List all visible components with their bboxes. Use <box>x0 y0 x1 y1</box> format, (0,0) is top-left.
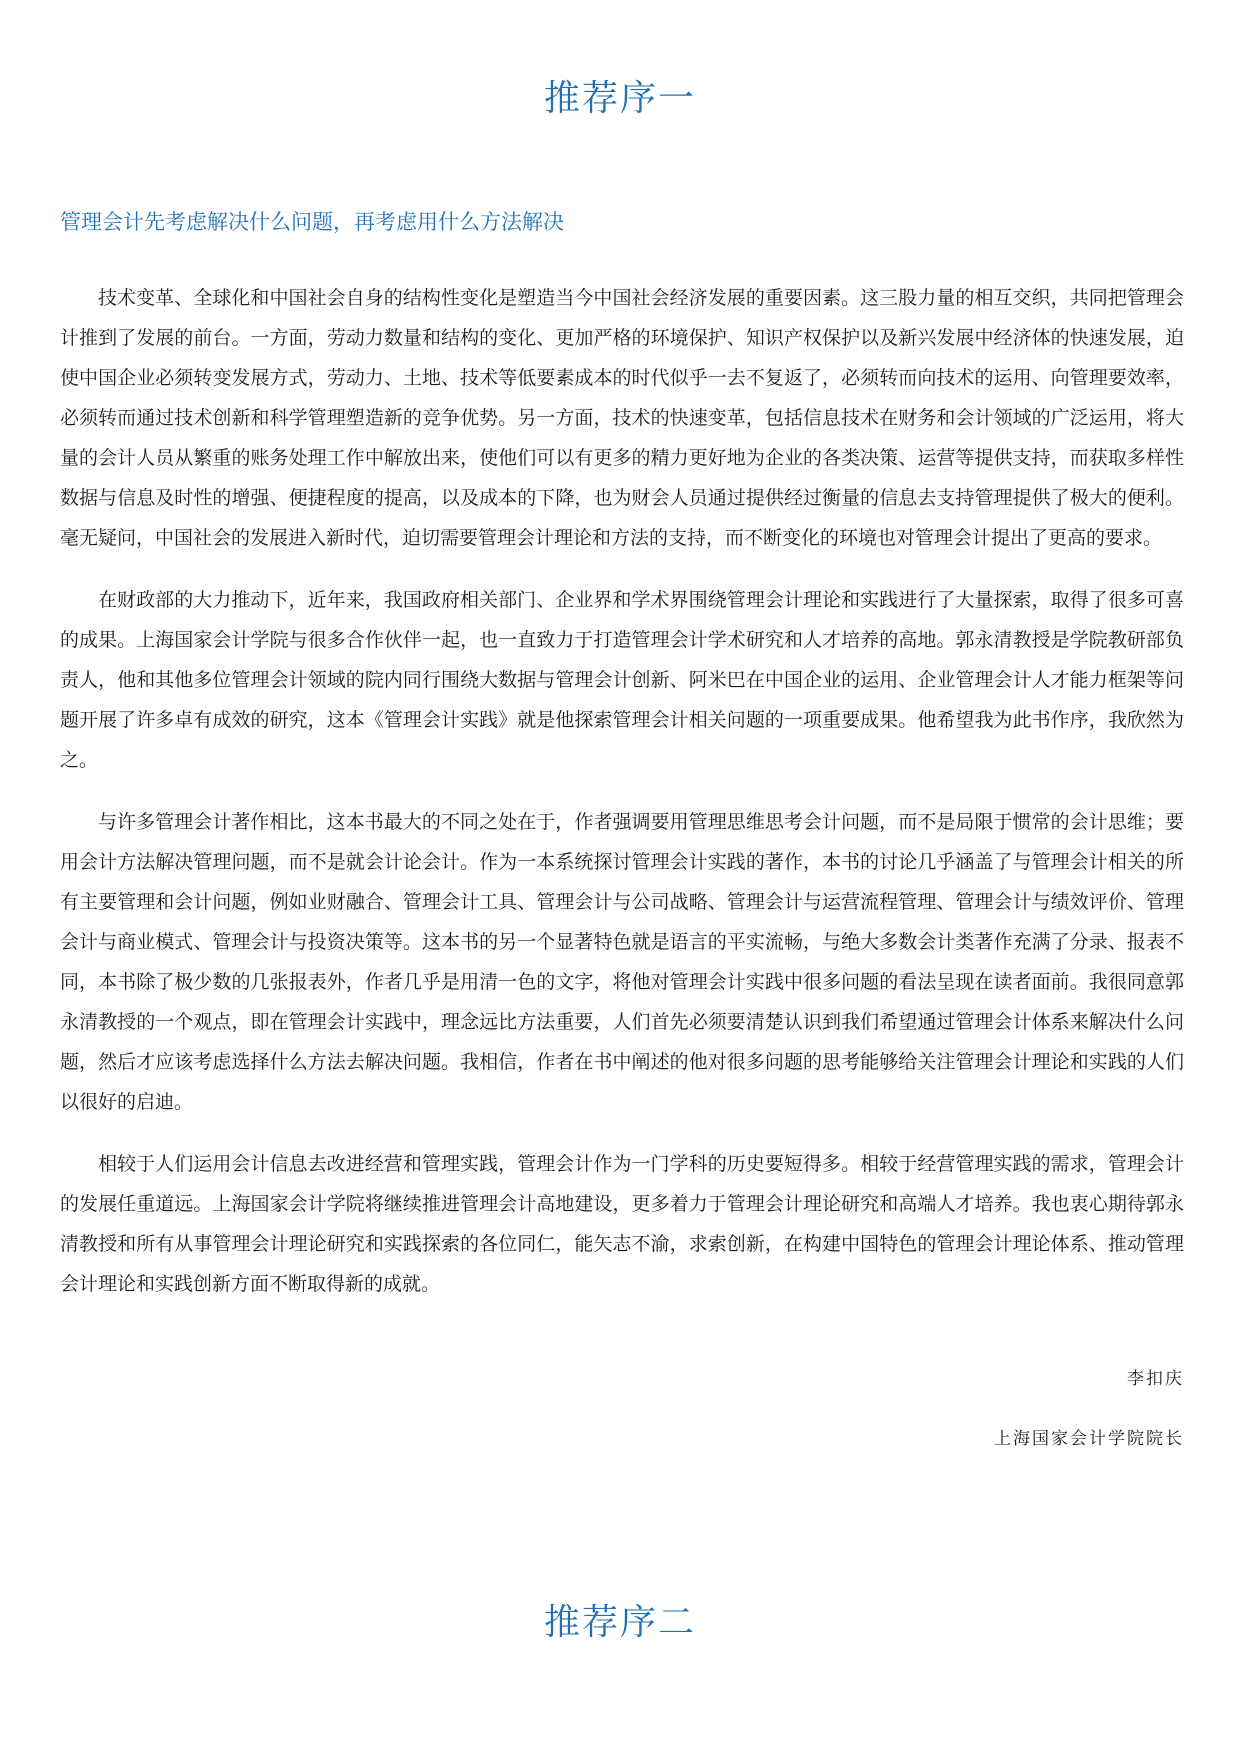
page-title: 推荐序一 <box>543 78 696 119</box>
next-section-title: 推荐序二 <box>543 1602 696 1643</box>
paragraph-3: 与许多管理会计著作相比，这本书最大的不同之处在于，作者强调要用管理思维思考会计问题，而不是局限于惯常的会计思维；要用会计方法解决管理问题，而不是就会计论会计。作为一本系统探讨管理会计实践的著作，本书的讨论几乎涵盖了与管理会计相关的所有主要管理和会计问题，例如业财融合、管理会计工具、管理会计与公司战略、管理会计与运营流程管理、管理会计与绩效评价、管理会计与商业模式、管理会计与投资决策等。这本书的另一个显著特色就是语言的平实流畅，与绝大多数会计类著作充满了分录、报表不同，本书除了极少数的几张报表外，作者几乎是用清一色的文字，将他对管理会计实践中很多问题的看法呈现在读者面前。我很同意郭永清教授的一个观点，即在管理会计实践中，理念远比方法重要，人们首先必须要清楚认识到我们希望通过管理会计体系来解决什么问题，然后才应该考虑选择什么方法去解决问题。我相信，作者在书中阐述的他对很多问题的思考能够给关注管理会计理论和实践的人们以很好的启迪。 <box>60 811 1184 1113</box>
paragraph-1: 技术变革、全球化和中国社会自身的结构性变化是塑造当今中国社会经济发展的重要因素。这三股力量的相互交织，共同把管理会计推到了发展的前台。一方面，劳动力数量和结构的变化、更加严格的环境保护、知识产权保护以及新兴发展中经济体的快速发展，迫使中国企业必须转变发展方式，劳动力、土地、技术等低要素成本的时代似乎一去不复返了，必须转而向技术的运用、向管理要效率，必须转而通过技术创新和科学管理塑造新的竞争优势。另一方面，技术的快速变革，包括信息技术在财务和会计领域的广泛运用，将大量的会计人员从繁重的账务处理工作中解放出来，使他们可以有更多的精力更好地为企业的各类决策、运营等提供支持，而获取多样性数据与信息及时性的增强、便捷程度的提高，以及成本的下降，也为财会人员通过提供经过衡量的信息去支持管理提供了极大的便利。毫无疑问，中国社会的发展进入新时代，迫切需要管理会计理论和方法的支持，而不断变化的环境也对管理会计提出了更高的要求。 <box>60 287 1184 549</box>
body-text <box>60 278 1184 1326</box>
paragraph-2: 在财政部的大力推动下，近年来，我国政府相关部门、企业界和学术界围绕管理会计理论和实践进行了大量探索，取得了很多可喜的成果。上海国家会计学院与很多合作伙伴一起，也一直致力于打造管理会计学术研究和人才培养的高地。郭永清教授是学院教研部负责人，他和其他多位管理会计领域的院内同行围绕大数据与管理会计创新、阿米巴在中国企业的运用、企业管理会计人才能力框架等问题开展了许多卓有成效的研究，这本《管理会计实践》就是他探索管理会计相关问题的一项重要成果。他希望我为此书作序，我欣然为之。 <box>60 589 1184 771</box>
paragraph-4: 相较于人们运用会计信息去改进经营和管理实践，管理会计作为一门学科的历史要短得多。相较于经营管理实践的需求，管理会计的发展任重道远。上海国家会计学院将继续推进管理会计高地建设，更多着力于管理会计理论研究和高端人才培养。我也衷心期待郭永清教授和所有从事管理会计理论研究和实践探索的各位同仁，能矢志不渝，求索创新，在构建中国特色的管理会计理论体系、推动管理会计理论和实践创新方面不断取得新的成就。 <box>60 1153 1184 1295</box>
signature-title: 上海国家会计学院院长 <box>994 1429 1184 1449</box>
signature-name: 李扣庆 <box>1127 1369 1184 1389</box>
section-subtitle: 管理会计先考虑解决什么问题，再考虑用什么方法解决 <box>60 210 564 234</box>
